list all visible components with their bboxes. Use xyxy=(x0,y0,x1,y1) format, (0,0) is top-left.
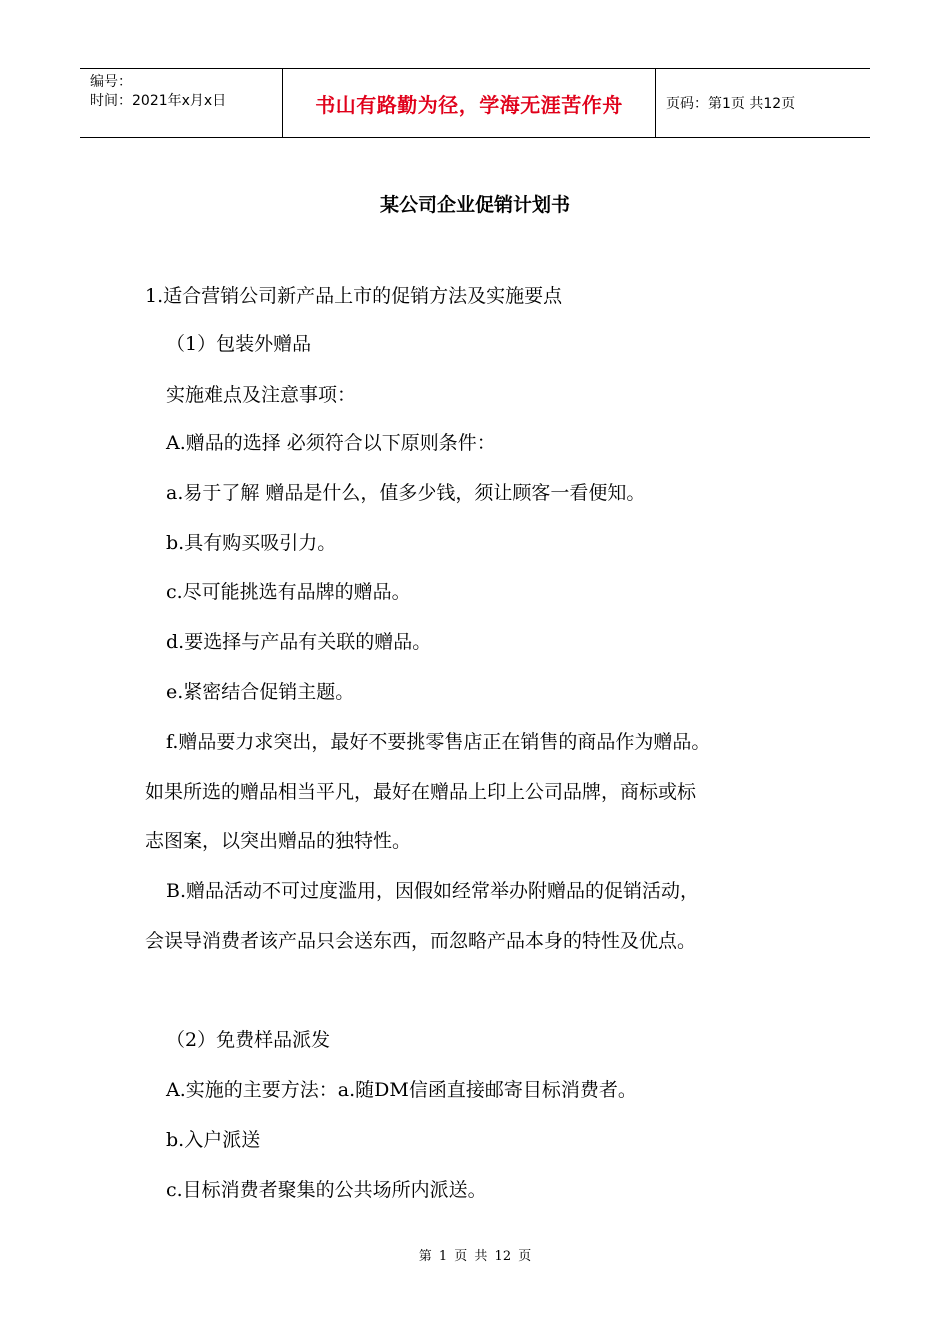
document-number-label: 编号： xyxy=(90,74,132,90)
list-item: c.目标消费者聚集的公共场所内派送。 xyxy=(166,1179,487,1201)
list-item: c.尽可能挑选有品牌的赠品。 xyxy=(166,581,411,603)
body-paragraph-continued: 会误导消费者该产品只会送东西，而忽略产品本身的特性及优点。 xyxy=(145,930,697,952)
body-paragraph: A.赠品的选择 必须符合以下原则条件： xyxy=(166,432,496,454)
header-table xyxy=(80,68,870,138)
header-motto: 书山有路勤为径，学海无涯苦作舟 xyxy=(282,69,656,137)
subsection-heading: （2）免费样品派发 xyxy=(166,1029,331,1051)
document-title: 某公司企业促销计划书 xyxy=(379,194,570,216)
header-page-info: 页码：第1页 共12页 xyxy=(666,96,796,112)
list-item: b.具有购买吸引力。 xyxy=(166,532,337,554)
body-paragraph: B.赠品活动不可过度滥用，因假如经常举办附赠品的促销活动， xyxy=(166,880,700,902)
document-time-label: 时间：2021年x月x日 xyxy=(90,93,227,109)
page-footer: 第 1 页 共 12 页 xyxy=(418,1249,532,1264)
subsection-heading: （1）包装外赠品 xyxy=(166,333,312,355)
body-paragraph-continued: 志图案，以突出赠品的独特性。 xyxy=(145,830,412,852)
body-paragraph: 实施难点及注意事项： xyxy=(166,384,357,406)
section-heading-1: 1.适合营销公司新产品上市的促销方法及实施要点 xyxy=(145,285,563,307)
body-paragraph-continued: 如果所选的赠品相当平凡，最好在赠品上印上公司品牌，商标或标 xyxy=(145,781,697,803)
body-paragraph: A.实施的主要方法：a.随DM信函直接邮寄目标消费者。 xyxy=(166,1079,637,1101)
list-item: f.赠品要力求突出，最好不要挑零售店正在销售的商品作为赠品。 xyxy=(166,731,711,753)
list-item: d.要选择与产品有关联的赠品。 xyxy=(166,631,432,653)
list-item: e.紧密结合促销主题。 xyxy=(166,681,355,703)
header-meta-cell xyxy=(80,69,282,137)
list-item: a.易于了解 赠品是什么，值多少钱，须让顾客一看便知。 xyxy=(166,482,646,504)
list-item: b.入户派送 xyxy=(166,1129,261,1151)
